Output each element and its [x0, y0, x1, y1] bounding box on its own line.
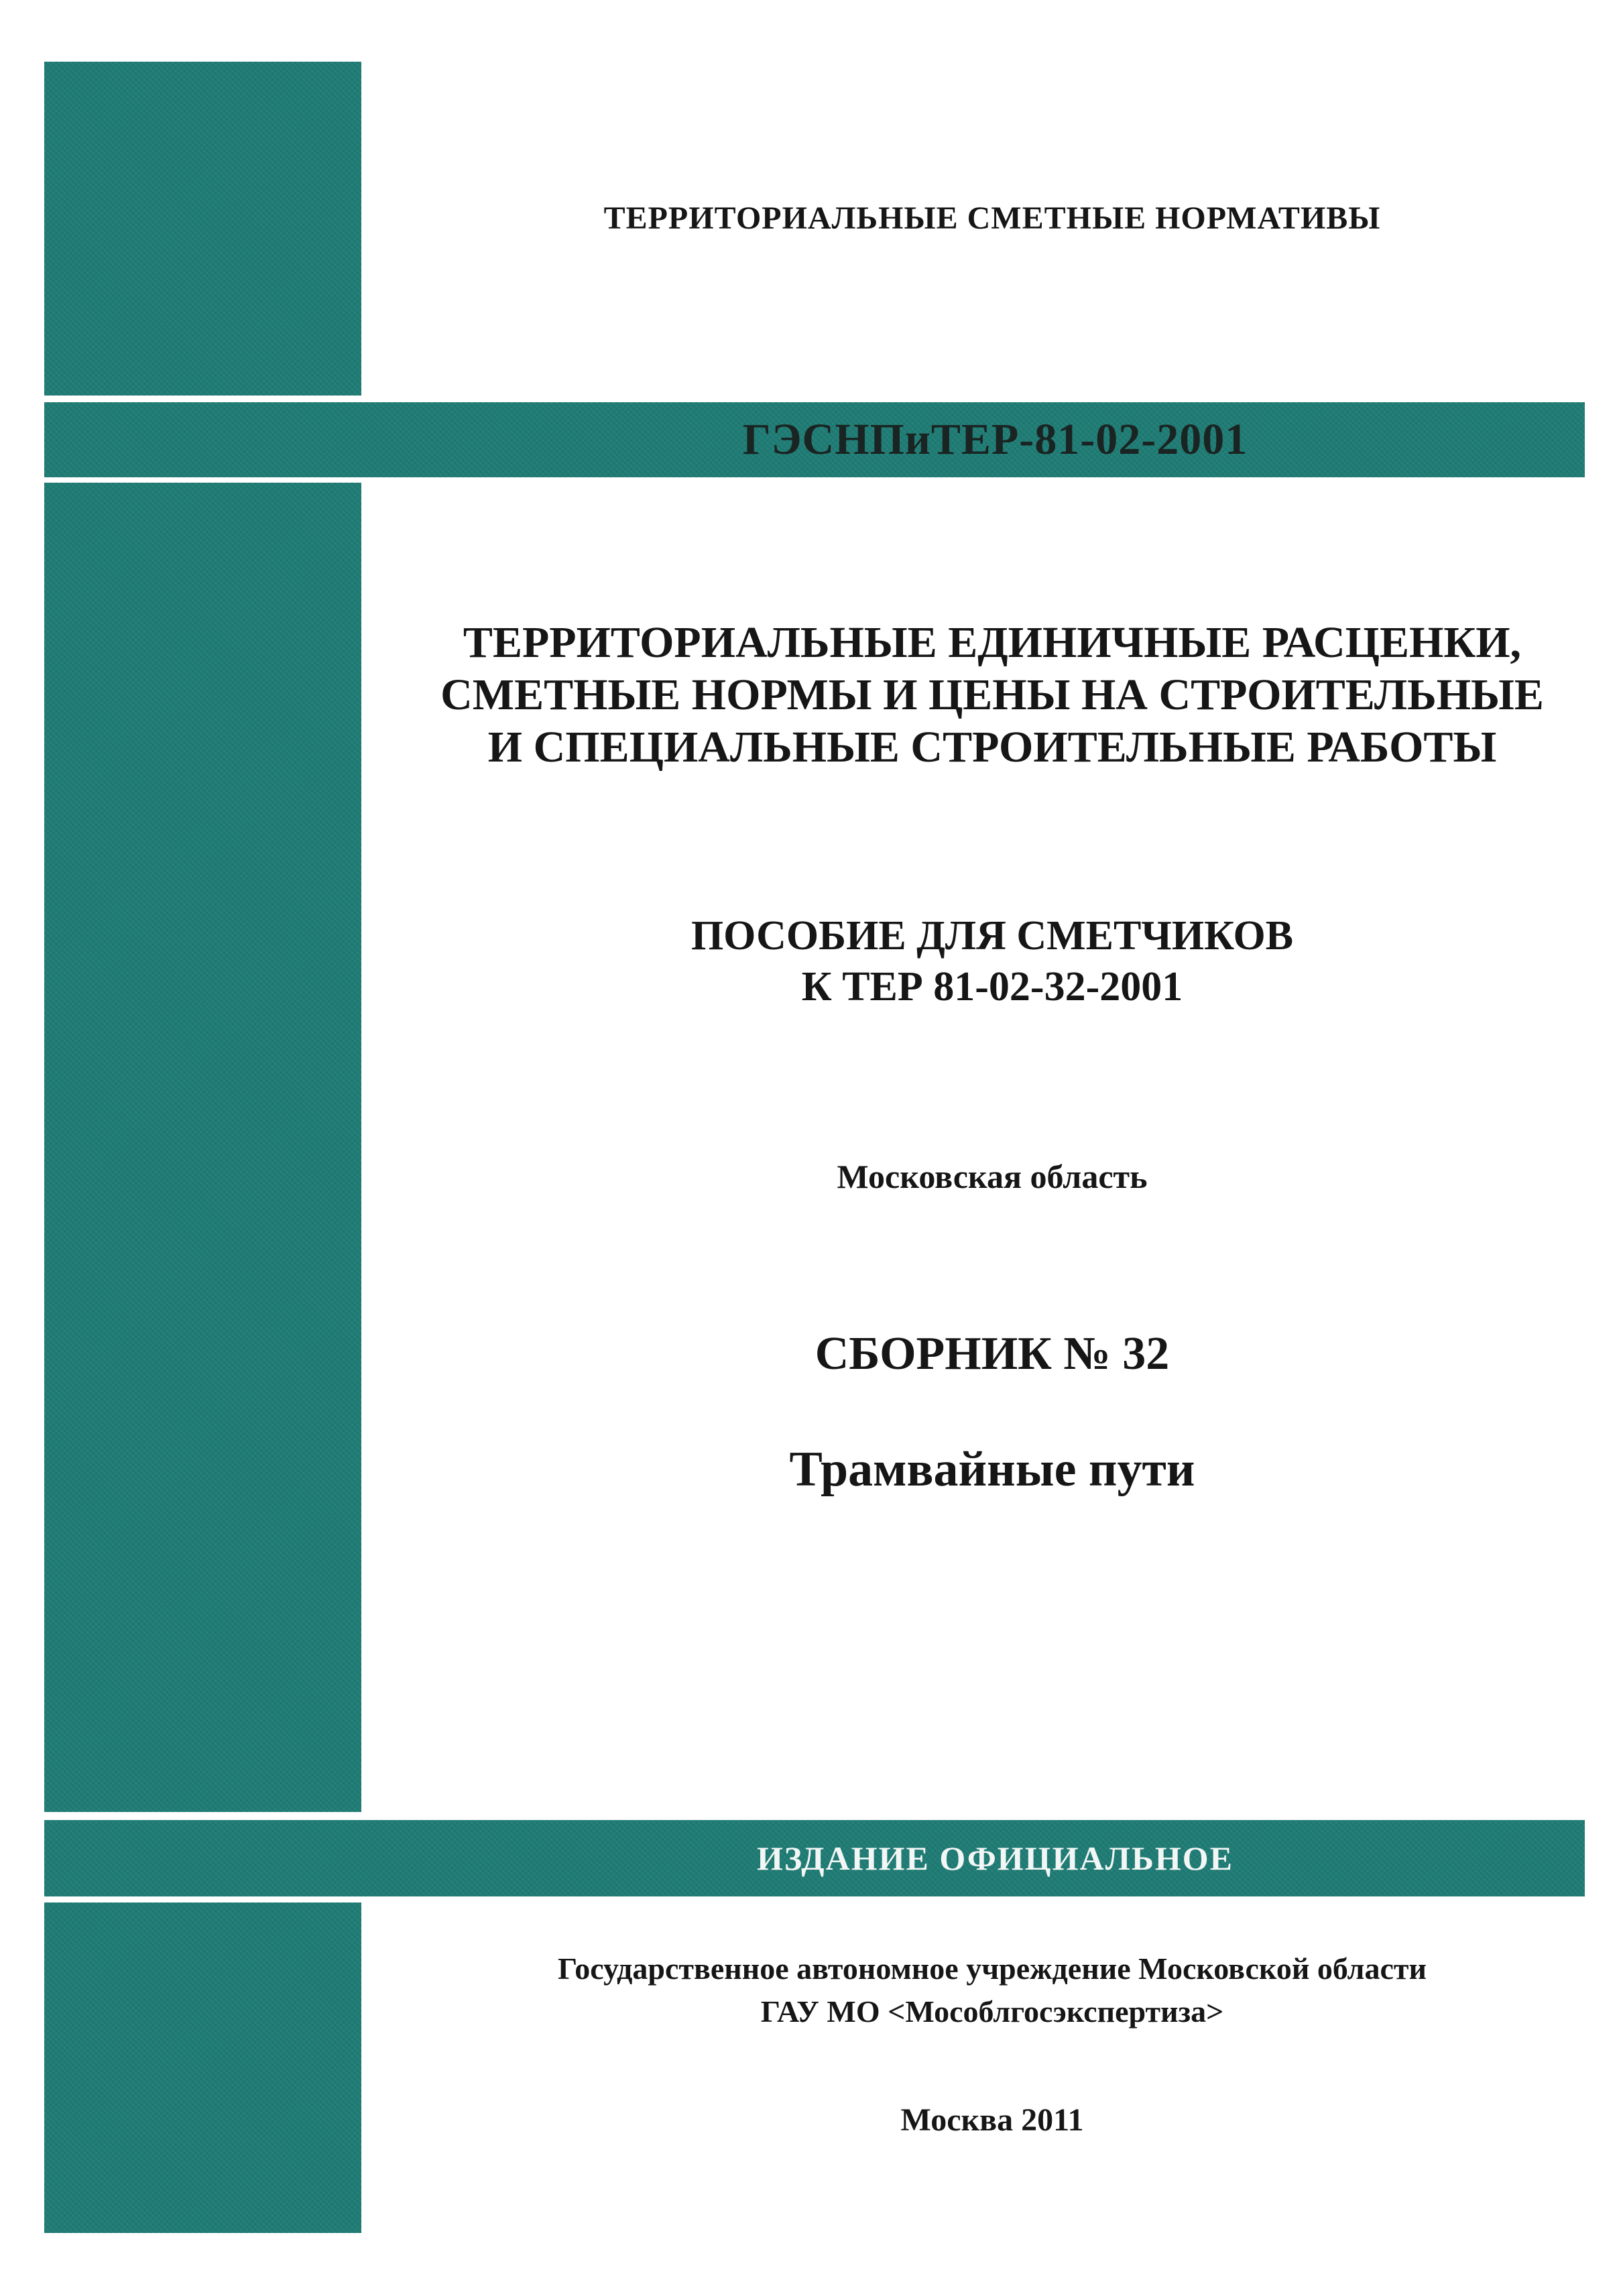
guide-title-line: К ТЕР 81-02-32-2001 — [801, 964, 1183, 1010]
left-bar-segment-middle — [44, 483, 361, 1812]
main-title — [402, 617, 1582, 774]
left-bar-segment-top — [44, 62, 361, 396]
code-band-text: ГЭСНПиТЕР-81-02-2001 — [742, 415, 1248, 464]
guide-title-line: ПОСОБИЕ ДЛЯ СМЕТЧИКОВ — [690, 913, 1294, 959]
publisher — [402, 1947, 1582, 2033]
main-title-line: СМЕТНЫЕ НОРМЫ И ЦЕНЫ НА СТРОИТЕЛЬНЫЕ — [440, 670, 1544, 719]
region-label: Московская область — [837, 1158, 1148, 1195]
guide-title — [402, 910, 1582, 1012]
publisher-line: Государственное автономное учреждение Московской области — [557, 1951, 1427, 1986]
official-edition-text: ИЗДАНИЕ ОФИЦИАЛЬНОЕ — [756, 1839, 1234, 1877]
publisher-line: ГАУ МО <Мособлгосэкспертиза> — [760, 1994, 1224, 2029]
subject-title: Трамвайные пути — [789, 1442, 1195, 1497]
collection-number: СБОРНИК № 32 — [815, 1328, 1170, 1380]
official-edition-band — [44, 1820, 1585, 1896]
left-bar-segment-bottom — [44, 1902, 361, 2233]
main-title-line: И СПЕЦИАЛЬНЫЕ СТРОИТЕЛЬНЫЕ РАБОТЫ — [487, 723, 1497, 772]
code-band — [44, 402, 1585, 477]
city-year: Москва 2011 — [900, 2102, 1084, 2138]
main-title-line: ТЕРРИТОРИАЛЬНЫЕ ЕДИНИЧНЫЕ РАСЦЕНКИ, — [463, 618, 1522, 667]
header-label: ТЕРРИТОРИАЛЬНЫЕ СМЕТНЫЕ НОРМАТИВЫ — [603, 200, 1381, 236]
